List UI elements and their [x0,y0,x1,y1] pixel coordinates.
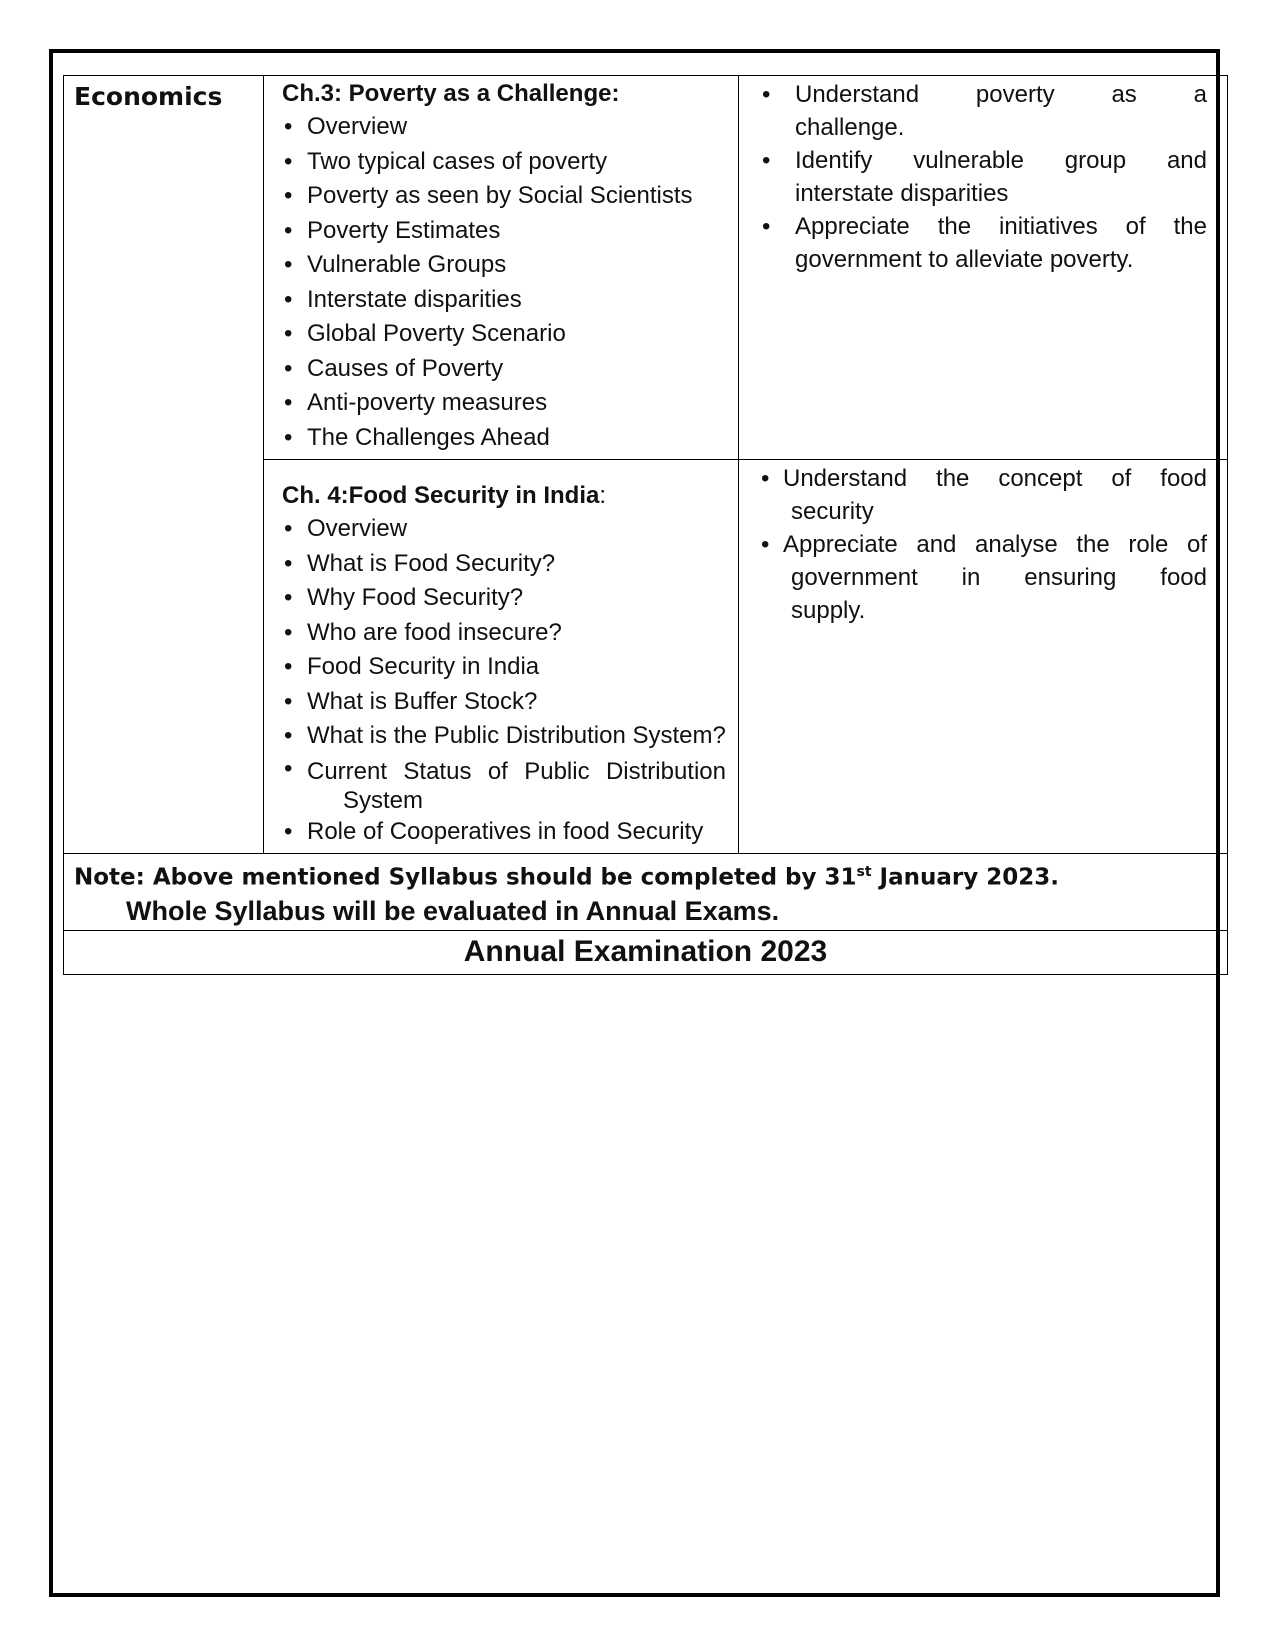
topic-item: • Who are food insecure? [282,616,726,651]
topic-item: • Vulnerable Groups [282,248,726,283]
objective-item: • Identify vulnerable group and interstate disparities [759,144,1207,210]
annual-cell [64,930,1228,974]
topic-item: • Overview [282,110,726,145]
subject-label: Economics [74,82,223,111]
objective-item: • Appreciate the initiatives of the government to alleviate poverty. [759,210,1207,276]
topic-item: • Two typical cases of poverty [282,145,726,180]
topic-item: • What is the Public Distribution System? [282,719,726,754]
topic-item: • Poverty Estimates [282,214,726,249]
topic-list [282,110,726,455]
subject-cell [64,76,264,854]
chapter-title: Ch. 4:Food Security in India: [282,482,607,509]
chapter-row-poverty [64,76,1228,460]
note-evaluation: Whole Syllabus will be evaluated in Annual Exams. [126,895,780,926]
annual-exam-heading: Annual Examination 2023 [463,934,828,968]
objective-item: • Appreciate and analyse the role of government in ensuring food supply. [759,528,1207,627]
note-cell [64,854,1228,931]
objectives-cell [739,460,1228,854]
note-deadline: Note: Above mentioned Syllabus should be completed by 31st January 2023. [74,864,1059,891]
topic-item: • Current Status of Public Distribution System [282,754,726,815]
topic-item: • What is Food Security? [282,547,726,582]
topic-item: • Role of Cooperatives in food Security [282,815,726,850]
topic-list [282,512,726,849]
topic-item: • Interstate disparities [282,283,726,318]
syllabus-table [63,75,1228,975]
topic-item: • Food Security in India [282,650,726,685]
topic-item: • Global Poverty Scenario [282,317,726,352]
topic-item: • Why Food Security? [282,581,726,616]
objective-list [759,462,1207,627]
topic-item: • Poverty as seen by Social Scientists [282,179,726,214]
topic-item: • Anti-poverty measures [282,386,726,421]
topic-item: • What is Buffer Stock? [282,685,726,720]
objective-list [759,78,1207,276]
objectives-cell [739,76,1228,460]
annual-row [64,930,1228,974]
topic-item: • The Challenges Ahead [282,421,726,456]
chapter-cell [264,76,739,460]
topic-item: • Causes of Poverty [282,352,726,387]
chapter-cell [264,460,739,854]
objective-item: • Understand poverty as a challenge. [759,78,1207,144]
note-row [64,854,1228,931]
chapter-title: Ch.3: Poverty as a Challenge: [282,80,620,107]
objective-item: • Understand the concept of food security [759,462,1207,528]
topic-item: • Overview [282,512,726,547]
